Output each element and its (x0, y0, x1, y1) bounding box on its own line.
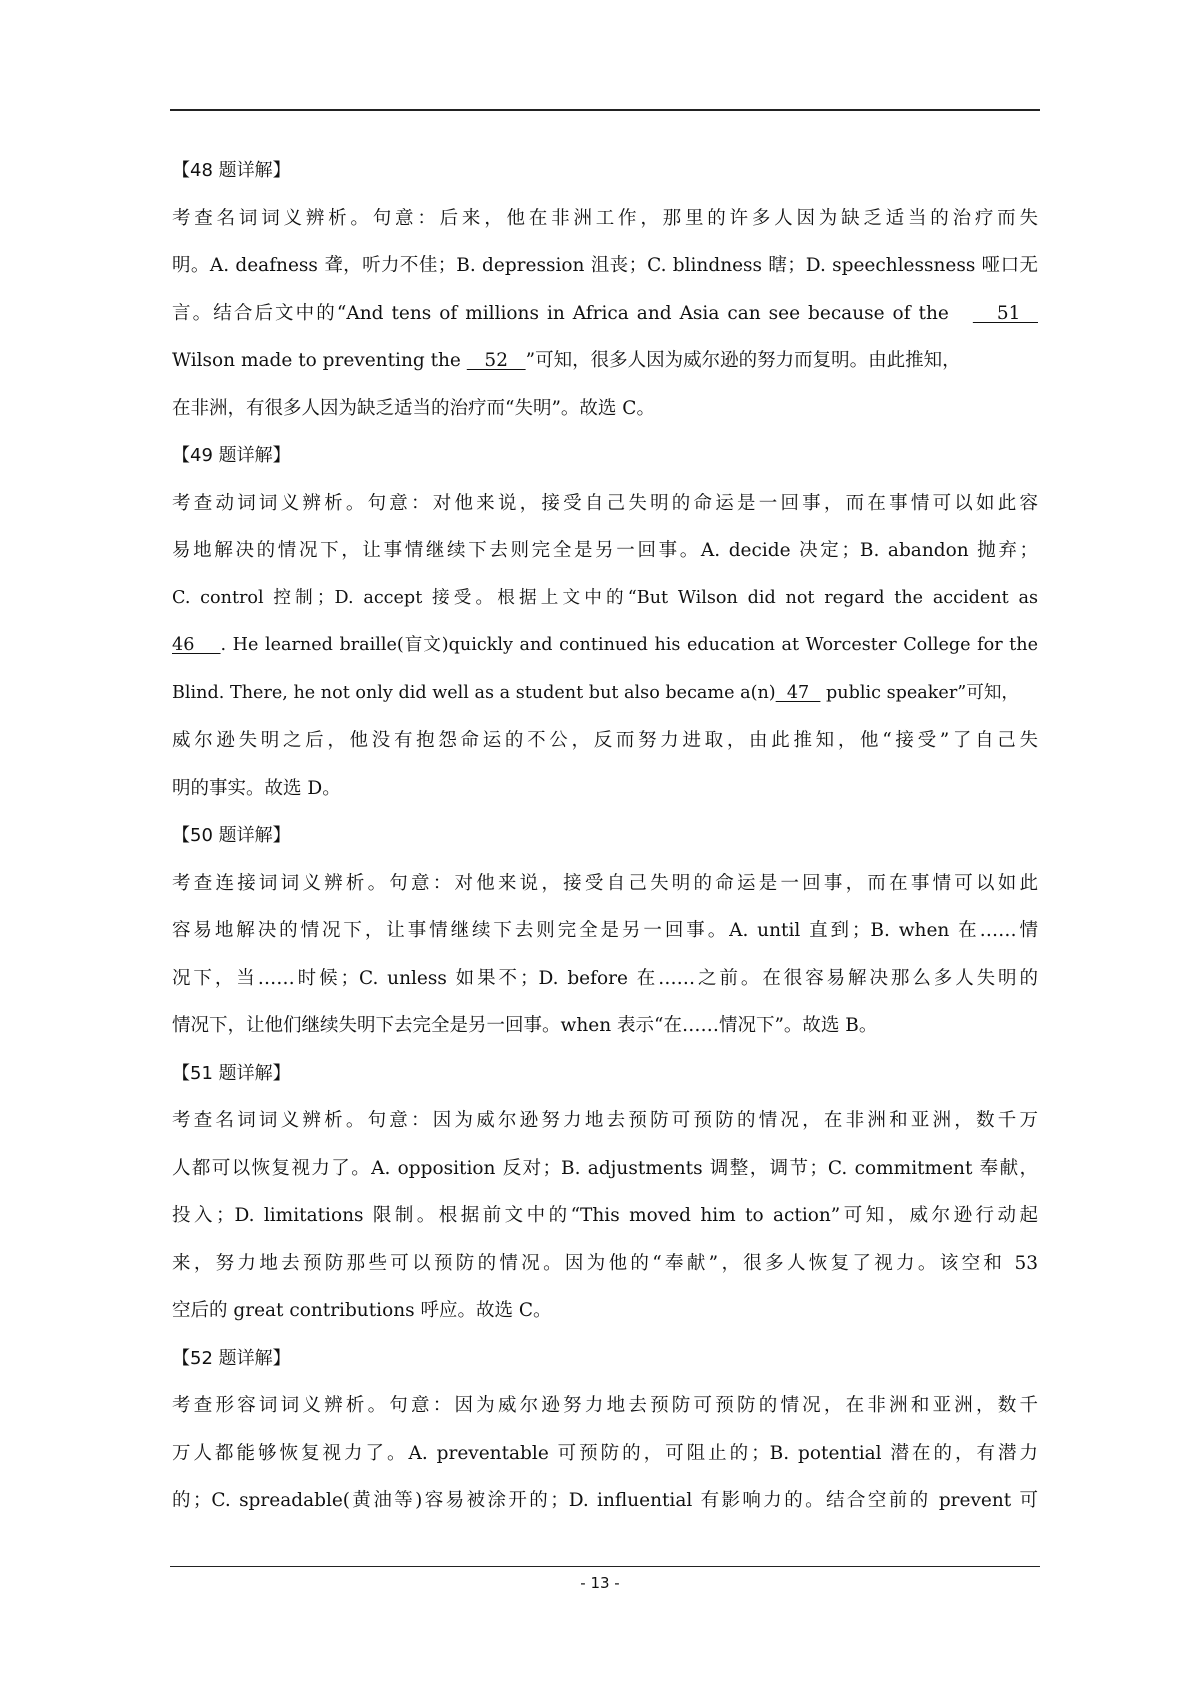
text-line (172, 622, 1038, 670)
blank-51: 51 (972, 302, 1038, 324)
page-content (172, 147, 1038, 1525)
text-line: 空后的 great contributions 呼应。故选 C。 (172, 1300, 552, 1321)
text-line: 情况下，让他们继续失明下去完全是另一回事。when 表示“在……情况下”。故选 B。 (172, 1015, 878, 1036)
footer-rule (170, 1566, 1040, 1567)
text-line: 万人都能够恢复视力了。A. preventable 可预防的，可阻止的；B. potential 潜在的，有潜力 (172, 1442, 1038, 1464)
section-heading-52: 【52 题详解】 (172, 1347, 291, 1369)
text-line: 明的事实。故选 D。 (172, 777, 341, 799)
text-line: 明。A. deafness 聋，听力不佳；B. depression 沮丧；C. blindness 瞎；D. speechlessness 哑口无 (172, 255, 1038, 276)
text-span: Blind. There, he not only did well as a student but also became a(n) (172, 682, 776, 703)
text-line: 来，努力地去预防那些可以预防的情况。因为他的“奉献”，很多人恢复了视力。该空和 53 (172, 1252, 1038, 1274)
text-span: ”可知，很多人因为威尔逊的努力而复明。由此推知， (525, 350, 961, 371)
text-line (172, 670, 1038, 718)
text-line: 容易地解决的情况下，让事情继续下去则完全是另一回事。A. until 直到；B. when 在……情 (172, 920, 1038, 941)
text-line: 在非洲，有很多人因为缺乏适当的治疗而“失明”。故选 C。 (172, 397, 655, 419)
header-rule (170, 109, 1040, 111)
page-number: - 13 - (580, 1574, 620, 1592)
section-heading-51: 【51 题详解】 (172, 1062, 291, 1084)
text-line: 易地解决的情况下，让事情继续下去则完全是另一回事。A. decide 决定；B. abandon 抛弃； (172, 540, 1038, 561)
text-line: 考查动词词义辨析。句意：对他来说，接受自己失明的命运是一回事，而在事情可以如此容 (172, 492, 1038, 514)
text-span: . He learned braille(盲文)quickly and continued his education at Worcester College for the (220, 635, 1038, 655)
text-line: 考查名词词义辨析。句意：后来，他在非洲工作，那里的许多人因为缺乏适当的治疗而失 (172, 207, 1038, 229)
section-heading-50: 【50 题详解】 (172, 825, 291, 846)
blank-52: 52 (466, 350, 526, 371)
text-span: public speaker”可知， (820, 682, 1020, 703)
section-heading-48: 【48 题详解】 (172, 160, 291, 181)
text-line: 考查名词词义辨析。句意：因为威尔逊努力地去预防可预防的情况，在非洲和亚洲，数千万 (172, 1110, 1038, 1131)
text-line (172, 337, 1038, 385)
text-line: 况下，当……时候；C. unless 如果不；D. before 在……之前。在很容易解决那么多人失明的 (172, 967, 1038, 989)
text-line: 威尔逊失明之后，他没有抱怨命运的不公，反而努力进取，由此推知，他“接受”了自己失 (172, 730, 1038, 751)
text-line: 人都可以恢复视力了。A. opposition 反对；B. adjustments 调整，调节；C. commitment 奉献， (172, 1157, 1038, 1179)
text-span: 言。结合后文中的“And tens of millions in Africa and Asia can see because of the (172, 302, 949, 324)
blank-47: 47 (775, 682, 821, 703)
text-line: 考查连接词词义辨析。句意：对他来说，接受自己失明的命运是一回事，而在事情可以如此 (172, 872, 1038, 894)
text-line: 考查形容词词义辨析。句意：因为威尔逊努力地去预防可预防的情况，在非洲和亚洲，数千 (172, 1395, 1038, 1416)
blank-46: 46 (172, 635, 221, 655)
section-heading-49: 【49 题详解】 (172, 445, 291, 466)
text-line: C. control 控制；D. accept 接受。根据上文中的“But Wilson did not regard the accident as (172, 587, 1038, 608)
text-span: Wilson made to preventing the (172, 350, 461, 371)
text-line: 投入；D. limitations 限制。根据前文中的“This moved him to action”可知，威尔逊行动起 (172, 1205, 1038, 1226)
text-line (172, 290, 1038, 338)
text-line: 的；C. spreadable(黄油等)容易被涂开的；D. influential 有影响力的。结合空前的 prevent 可 (172, 1490, 1038, 1511)
